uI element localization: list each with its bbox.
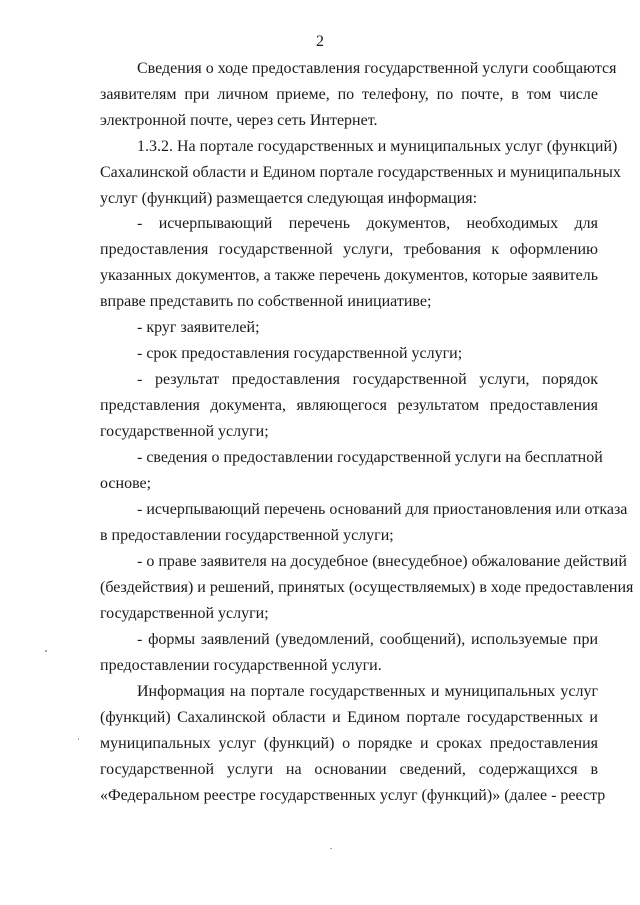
text-line: Информация на портале государственных и муниципальных услуг [137, 683, 598, 700]
text-line: 1.3.2. На портале государственных и муниципальных услуг (функций) [137, 138, 618, 155]
text-line: заявителям при личном приеме, по телефону, по почте, в том числе [100, 86, 598, 103]
text-line: - формы заявлений (уведомлений, сообщений), используемые при [137, 631, 598, 648]
text-line: - срок предоставления государственной услуги; [137, 345, 463, 362]
text-line: Сахалинской области и Едином портале государственных и муниципальных [100, 164, 621, 181]
text-line: (бездействия) и решений, принятых (осуществляемых) в ходе предоставления [100, 579, 634, 596]
text-line: основе; [100, 475, 152, 492]
scan-speck [78, 738, 79, 740]
text-line: электронной почте, через сеть Интернет. [100, 112, 378, 129]
text-line: - круг заявителей; [137, 319, 260, 336]
text-line: в предоставлении государственной услуги; [100, 527, 394, 544]
text-line: предоставлении государственной услуги. [100, 657, 382, 674]
text-line: предоставления государственной услуги, требования к оформлению [100, 241, 598, 258]
text-line: - о праве заявителя на досудебное (внесудебное) обжалование действий [137, 553, 627, 570]
scan-speck [45, 650, 47, 652]
page-number: 2 [316, 33, 324, 50]
text-line: Сведения о ходе предоставления государственной услуги сообщаются [137, 60, 617, 77]
text-line: «Федеральном реестре государственных услуг (функций)» (далее - реестр [100, 787, 606, 804]
text-line: - исчерпывающий перечень оснований для приостановления или отказа [137, 501, 628, 518]
text-line: государственной услуги; [100, 605, 269, 622]
text-line: государственной услуги на основании сведений, содержащихся в [100, 761, 598, 778]
text-line: муниципальных услуг (функций) о порядке и сроках предоставления [100, 735, 598, 752]
text-line: услуг (функций) размещается следующая информация: [100, 190, 478, 207]
scan-speck [330, 848, 332, 849]
text-line: государственной услуги; [100, 423, 269, 440]
text-line: представления документа, являющегося результатом предоставления [100, 397, 598, 414]
text-line: - сведения о предоставлении государственной услуги на бесплатной [137, 449, 603, 466]
text-line: указанных документов, а также перечень документов, которые заявитель [100, 267, 598, 284]
text-line: вправе представить по собственной инициативе; [100, 293, 432, 310]
text-line: (функций) Сахалинской области и Едином портале государственных и [100, 709, 598, 726]
text-line: - исчерпывающий перечень документов, необходимых для [137, 215, 598, 232]
text-line: - результат предоставления государственной услуги, порядок [137, 371, 598, 388]
